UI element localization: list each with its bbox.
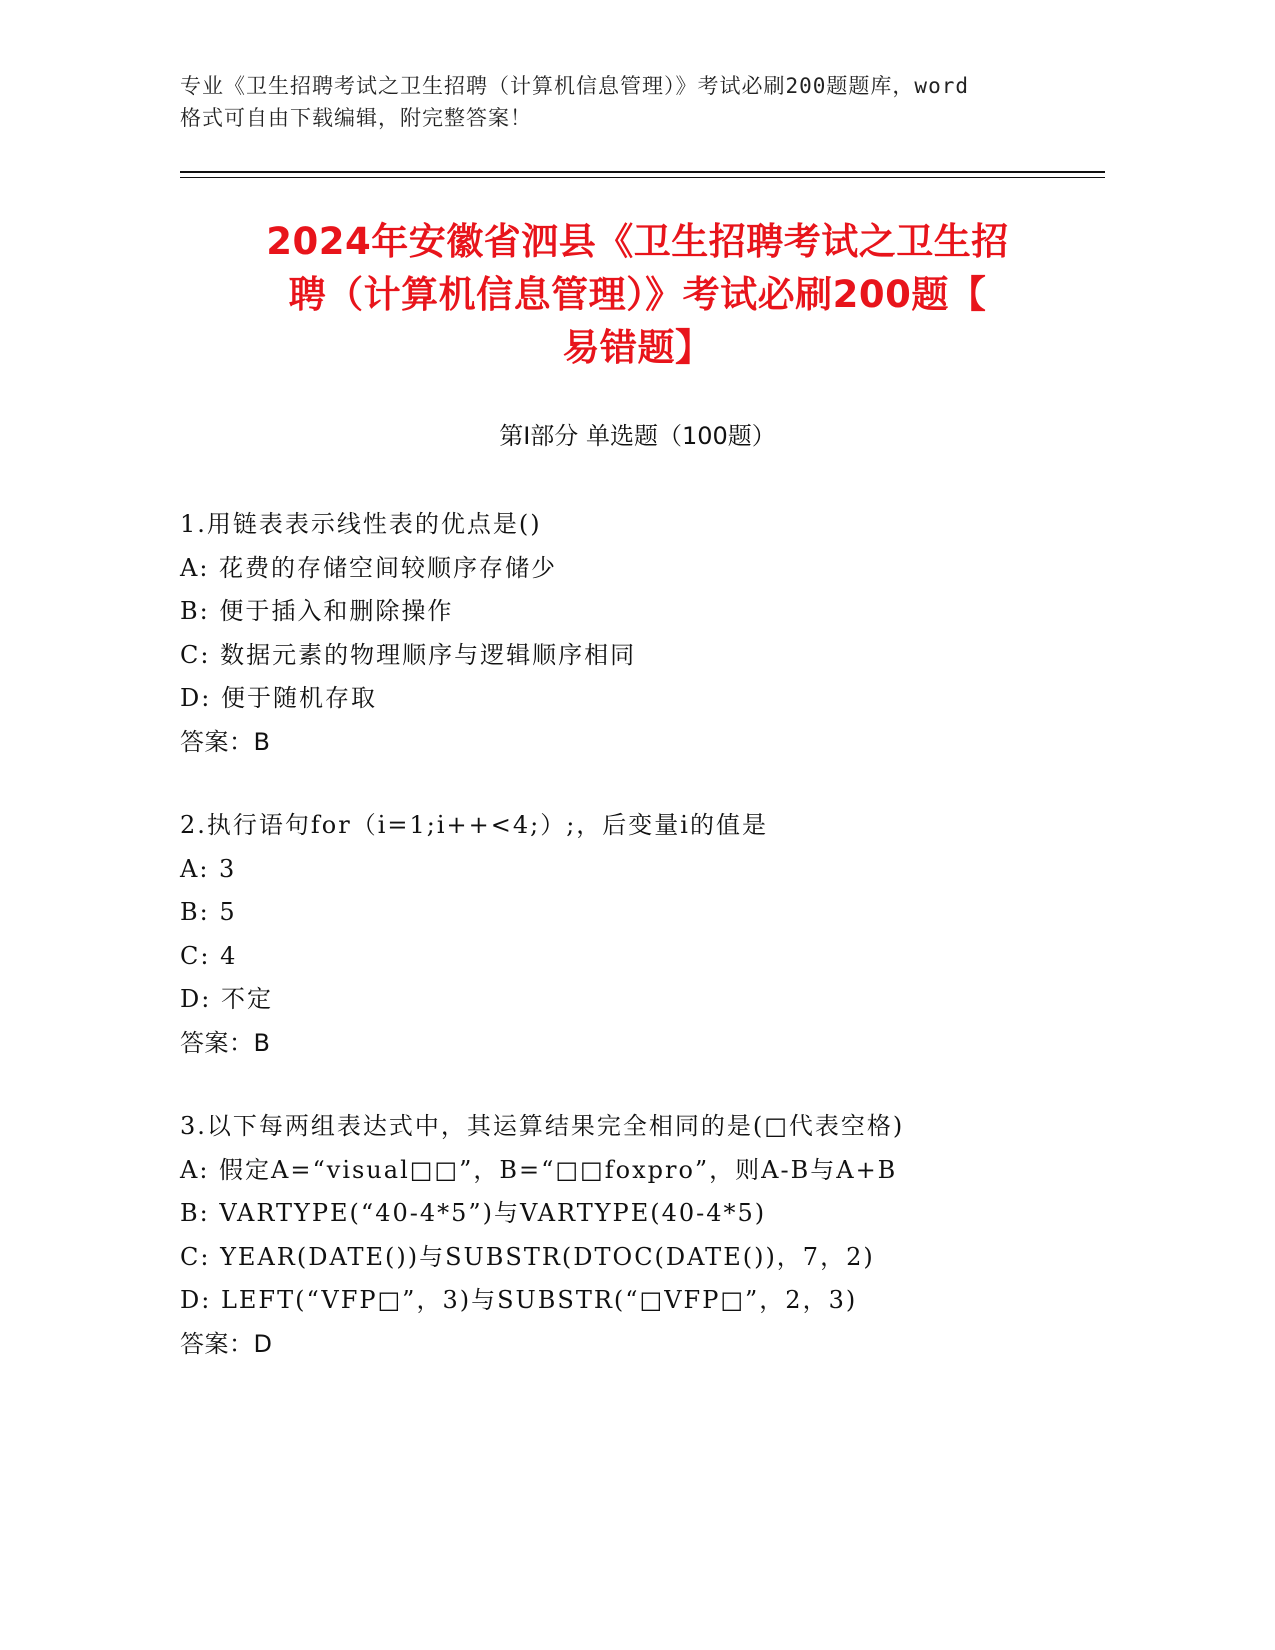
option-c: C: 4 [180, 941, 238, 970]
question-list [180, 503, 1110, 1406]
question-1 [180, 503, 1110, 764]
option-c: C: 数据元素的物理顺序与逻辑顺序相同 [180, 640, 637, 669]
question-stem: 1.用链表表示线性表的优点是() [180, 510, 542, 538]
header-note-line-2: 格式可自由下载编辑，附完整答案！ [180, 106, 532, 130]
section-title: 第Ⅰ部分 单选题（100题） [499, 422, 776, 450]
option-a: A: 3 [180, 854, 237, 883]
option-b: B: VARTYPE(“40-4*5”)与VARTYPE(40-4*5) [180, 1199, 767, 1227]
option-a: A: 花费的存储空间较顺序存储少 [180, 553, 558, 582]
option-a: A: 假定A=“visual□□”，B=“□□foxpro”，则A-B与A+B [180, 1155, 898, 1184]
answer-line: 答案：D [180, 1329, 273, 1358]
answer-line: 答案：B [180, 1028, 271, 1057]
header-rule-thick [180, 171, 1105, 173]
option-d: D: LEFT(“VFP□”，3)与SUBSTR(“□VFP□”，2，3) [180, 1286, 858, 1314]
option-d: D: 便于随机存取 [180, 684, 377, 712]
header-note-line-1: 专业《卫生招聘考试之卫生招聘（计算机信息管理）》考试必刷200题题库，word [180, 74, 969, 98]
option-d: D: 不定 [180, 985, 273, 1013]
document-title-line-1: 2024年安徽省泗县《卫生招聘考试之卫生招 [266, 220, 1009, 263]
answer-line: 答案：B [180, 727, 271, 756]
question-stem: 3.以下每两组表达式中，其运算结果完全相同的是(□代表空格) [180, 1112, 905, 1140]
document-title-line-3: 易错题】 [562, 326, 713, 369]
option-c: C: YEAR(DATE())与SUBSTR(DTOC(DATE())，7，2) [180, 1242, 875, 1271]
option-b: B: 5 [180, 898, 237, 926]
document-title [150, 215, 1125, 374]
question-2 [180, 804, 1110, 1065]
option-b: B: 便于插入和删除操作 [180, 597, 454, 625]
document-title-line-2: 聘（计算机信息管理）》考试必刷200题【 [288, 273, 987, 316]
question-stem: 2.执行语句for（i=1;i++<4;）;，后变量i的值是 [180, 811, 768, 839]
header-rule-thin [180, 177, 1105, 178]
header-note [180, 70, 1080, 134]
question-3 [180, 1105, 1110, 1366]
